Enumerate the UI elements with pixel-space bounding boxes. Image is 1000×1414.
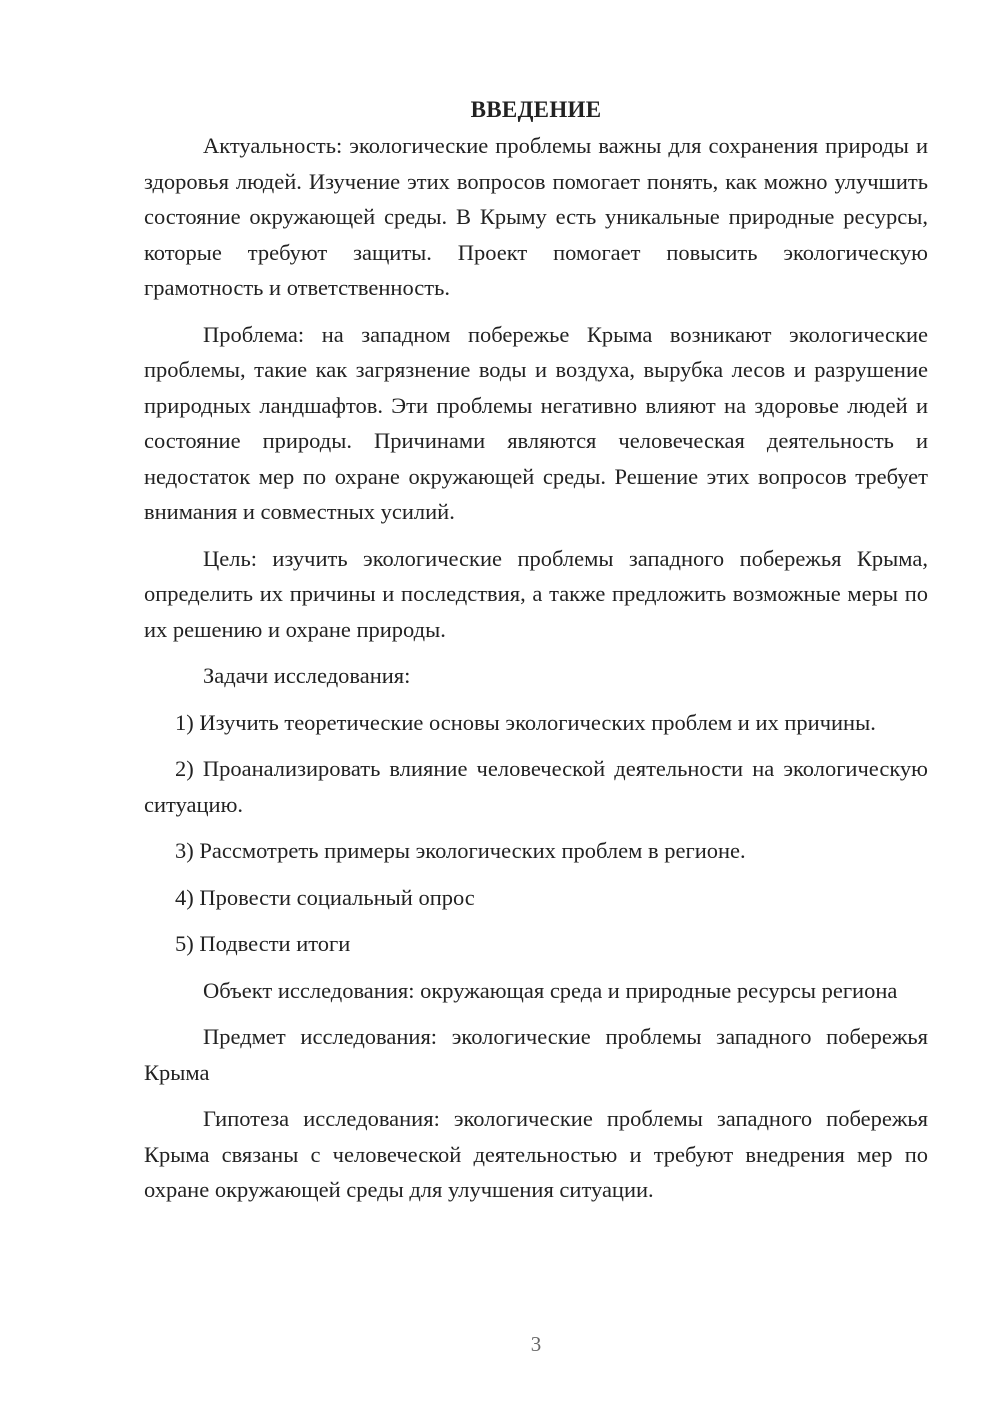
document-page: [144, 92, 928, 1219]
paragraph-object: Объект исследования: окружающая среда и природные ресурсы региона: [203, 977, 898, 1003]
tasks-heading: Задачи исследования:: [203, 663, 411, 688]
paragraph-relevance: Актуальность: экологические проблемы важны для сохранения природы и здоровья людей. Изучение этих вопросов помогает понять, как можно улучшить состояние окружающей среды. В Крыму есть уникальные природные ресурсы, которые требуют защиты. Проект помогает повысить экологическую грамотность и ответственность.: [144, 133, 928, 300]
paragraph-goal: Цель: изучить экологические проблемы западного побережья Крыма, определить их причины и последствия, а также предложить возможные меры по их решению и охране природы.: [144, 545, 928, 642]
list-item: 5) Подвести итоги: [175, 931, 351, 956]
list-item: 3) Рассмотреть примеры экологических проблем в регионе.: [175, 838, 746, 863]
paragraph-subject: Предмет исследования: экологические проблемы западного побережья Крыма: [144, 1024, 928, 1085]
list-item: 2) Проанализировать влияние человеческой деятельности на экологическую ситуацию.: [144, 756, 928, 817]
paragraph-hypothesis: Гипотеза исследования: экологические проблемы западного побережья Крыма связаны с человеческой деятельностью и требуют внедрения мер по охране окружающей среды для улучшения ситуации.: [144, 1106, 928, 1202]
page-number: 3: [530, 1332, 542, 1356]
list-item: 4) Провести социальный опрос: [175, 884, 475, 910]
tasks-list: [144, 705, 928, 962]
paragraph-problem: Проблема: на западном побережье Крыма возникают экологические проблемы, такие как загрязнение воды и воздуха, вырубка лесов и разрушение природных ландшафтов. Эти проблемы негативно влияют на здоровье людей и состояние природы. Причинами являются человеческая деятельность и недостаток мер по охране окружающей среды. Решение этих вопросов требует внимания и совместных усилий.: [144, 321, 928, 524]
list-item: 1) Изучить теоретические основы экологических проблем и их причины.: [175, 709, 876, 735]
page-title: ВВЕДЕНИЕ: [470, 97, 602, 122]
